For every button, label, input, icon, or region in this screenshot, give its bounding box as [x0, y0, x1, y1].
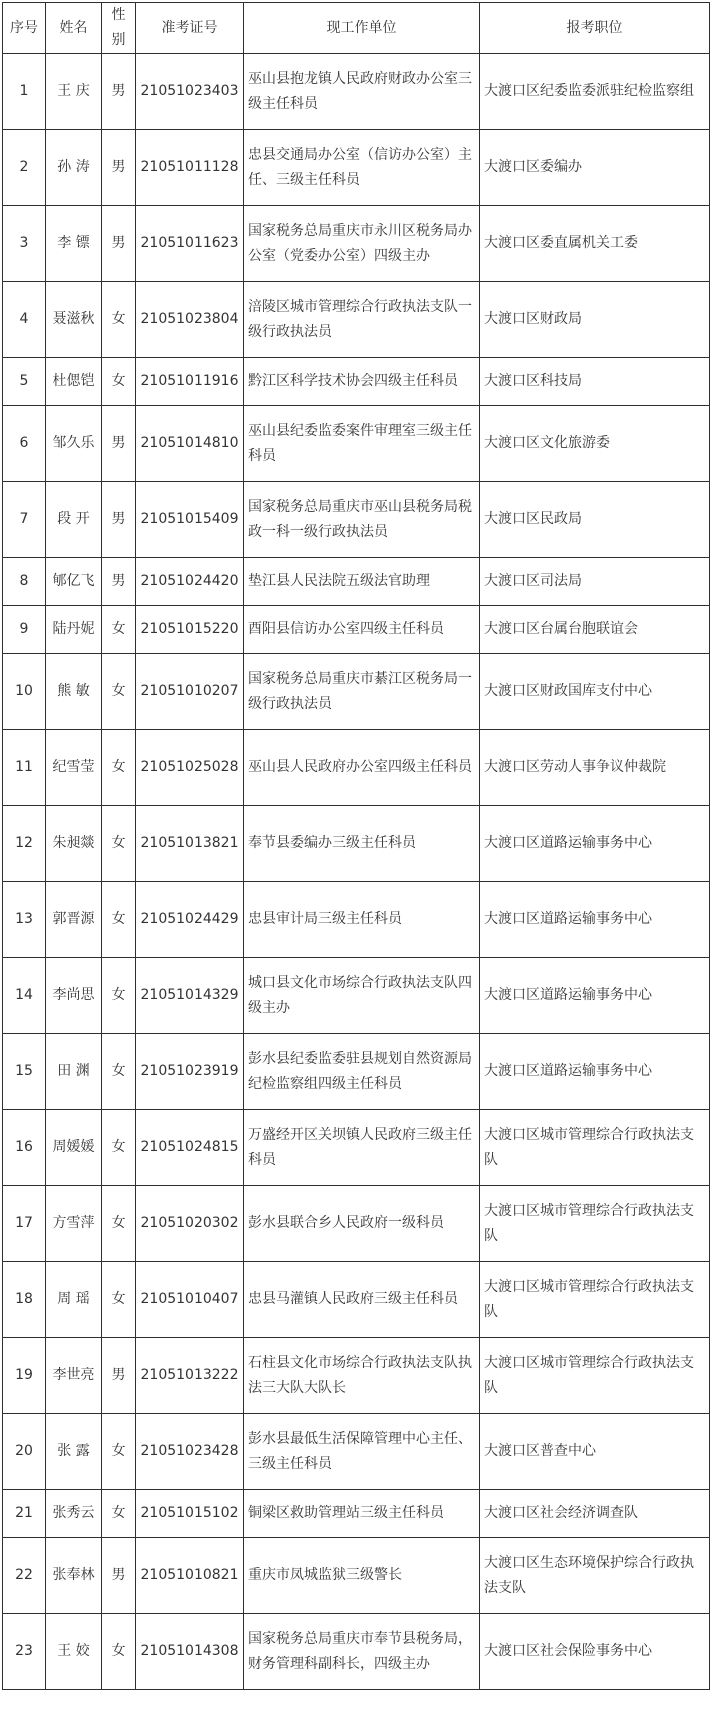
cell-exam-id: 21051010207 [136, 654, 244, 730]
cell-position: 大渡口区道路运输事务中心 [480, 1034, 710, 1110]
cell-unit: 黔江区科学技术协会四级主任科员 [244, 358, 480, 406]
cell-unit: 垫江县人民法院五级法官助理 [244, 558, 480, 606]
cell-gender: 女 [102, 1262, 136, 1338]
table-row [3, 358, 710, 406]
table-row [3, 1110, 710, 1186]
header-exam-id: 准考证号 [136, 3, 244, 54]
cell-name: 张秀云 [46, 1490, 102, 1538]
cell-exam-id: 21051020302 [136, 1186, 244, 1262]
cell-unit: 彭水县联合乡人民政府一级科员 [244, 1186, 480, 1262]
cell-exam-id: 21051023428 [136, 1414, 244, 1490]
table-row [3, 206, 710, 282]
cell-unit: 彭水县纪委监委驻县规划自然资源局纪检监察组四级主任科员 [244, 1034, 480, 1110]
cell-unit: 铜梁区救助管理站三级主任科员 [244, 1490, 480, 1538]
cell-name: 邹久乐 [46, 406, 102, 482]
table-row [3, 1538, 710, 1614]
header-no: 序号 [3, 3, 46, 54]
cell-no: 15 [3, 1034, 46, 1110]
cell-exam-id: 21051024420 [136, 558, 244, 606]
cell-name: 李世亮 [46, 1338, 102, 1414]
cell-exam-id: 21051014329 [136, 958, 244, 1034]
cell-position: 大渡口区道路运输事务中心 [480, 958, 710, 1034]
cell-no: 10 [3, 654, 46, 730]
cell-position: 大渡口区道路运输事务中心 [480, 882, 710, 958]
cell-exam-id: 21051015102 [136, 1490, 244, 1538]
header-name: 姓名 [46, 3, 102, 54]
cell-name: 郭晋源 [46, 882, 102, 958]
cell-no: 5 [3, 358, 46, 406]
cell-no: 4 [3, 282, 46, 358]
cell-exam-id: 21051010407 [136, 1262, 244, 1338]
cell-no: 6 [3, 406, 46, 482]
cell-gender: 女 [102, 654, 136, 730]
table-row [3, 558, 710, 606]
cell-exam-id: 21051013222 [136, 1338, 244, 1414]
cell-gender: 男 [102, 1538, 136, 1614]
cell-unit: 石柱县文化市场综合行政执法支队执法三大队大队长 [244, 1338, 480, 1414]
cell-exam-id: 21051024815 [136, 1110, 244, 1186]
cell-name: 周媛媛 [46, 1110, 102, 1186]
cell-gender: 男 [102, 54, 136, 130]
cell-no: 16 [3, 1110, 46, 1186]
cell-name: 王 姣 [46, 1614, 102, 1690]
cell-gender: 男 [102, 406, 136, 482]
cell-name: 李尚思 [46, 958, 102, 1034]
cell-name: 熊 敏 [46, 654, 102, 730]
cell-gender: 女 [102, 606, 136, 654]
table-row [3, 406, 710, 482]
cell-exam-id: 21051011128 [136, 130, 244, 206]
cell-name: 纪雪莹 [46, 730, 102, 806]
cell-unit: 彭水县最低生活保障管理中心主任、三级主任科员 [244, 1414, 480, 1490]
cell-unit: 奉节县委编办三级主任科员 [244, 806, 480, 882]
cell-no: 13 [3, 882, 46, 958]
table-row [3, 1614, 710, 1690]
cell-gender: 女 [102, 1414, 136, 1490]
cell-name: 张奉林 [46, 1538, 102, 1614]
cell-name: 郇亿飞 [46, 558, 102, 606]
cell-no: 1 [3, 54, 46, 130]
cell-name: 孙 涛 [46, 130, 102, 206]
table-row [3, 1414, 710, 1490]
table-row [3, 606, 710, 654]
cell-position: 大渡口区委编办 [480, 130, 710, 206]
cell-name: 王 庆 [46, 54, 102, 130]
table-row [3, 1186, 710, 1262]
candidate-table [2, 2, 710, 1690]
cell-gender: 女 [102, 730, 136, 806]
cell-gender: 女 [102, 882, 136, 958]
cell-unit: 重庆市凤城监狱三级警长 [244, 1538, 480, 1614]
cell-gender: 女 [102, 1490, 136, 1538]
cell-no: 9 [3, 606, 46, 654]
cell-unit: 涪陵区城市管理综合行政执法支队一级行政执法员 [244, 282, 480, 358]
cell-gender: 女 [102, 1614, 136, 1690]
cell-position: 大渡口区纪委监委派驻纪检监察组 [480, 54, 710, 130]
header-unit: 现工作单位 [244, 3, 480, 54]
cell-no: 22 [3, 1538, 46, 1614]
cell-name: 周 瑶 [46, 1262, 102, 1338]
cell-no: 20 [3, 1414, 46, 1490]
cell-gender: 女 [102, 806, 136, 882]
cell-name: 聂滋秋 [46, 282, 102, 358]
cell-exam-id: 21051010821 [136, 1538, 244, 1614]
cell-exam-id: 21051023804 [136, 282, 244, 358]
cell-no: 3 [3, 206, 46, 282]
table-row [3, 54, 710, 130]
cell-position: 大渡口区文化旅游委 [480, 406, 710, 482]
cell-position: 大渡口区城市管理综合行政执法支队 [480, 1338, 710, 1414]
table-row [3, 482, 710, 558]
cell-gender: 女 [102, 958, 136, 1034]
header-position: 报考职位 [480, 3, 710, 54]
cell-no: 17 [3, 1186, 46, 1262]
cell-position: 大渡口区城市管理综合行政执法支队 [480, 1262, 710, 1338]
cell-position: 大渡口区科技局 [480, 358, 710, 406]
cell-no: 12 [3, 806, 46, 882]
cell-position: 大渡口区财政国库支付中心 [480, 654, 710, 730]
cell-name: 张 露 [46, 1414, 102, 1490]
cell-exam-id: 21051015220 [136, 606, 244, 654]
cell-exam-id: 21051011623 [136, 206, 244, 282]
table-header-row [3, 3, 710, 54]
cell-position: 大渡口区委直属机关工委 [480, 206, 710, 282]
cell-gender: 女 [102, 1110, 136, 1186]
cell-exam-id: 21051024429 [136, 882, 244, 958]
cell-name: 朱昶燚 [46, 806, 102, 882]
cell-no: 7 [3, 482, 46, 558]
cell-position: 大渡口区社会经济调查队 [480, 1490, 710, 1538]
table-row [3, 1338, 710, 1414]
cell-gender: 女 [102, 282, 136, 358]
cell-position: 大渡口区普查中心 [480, 1414, 710, 1490]
table-row [3, 882, 710, 958]
cell-no: 14 [3, 958, 46, 1034]
cell-unit: 巫山县纪委监委案件审理室三级主任科员 [244, 406, 480, 482]
cell-name: 段 开 [46, 482, 102, 558]
cell-exam-id: 21051015409 [136, 482, 244, 558]
cell-position: 大渡口区司法局 [480, 558, 710, 606]
cell-position: 大渡口区生态环境保护综合行政执法支队 [480, 1538, 710, 1614]
cell-position: 大渡口区民政局 [480, 482, 710, 558]
cell-position: 大渡口区财政局 [480, 282, 710, 358]
table-row [3, 1262, 710, 1338]
cell-unit: 国家税务总局重庆市綦江区税务局一级行政执法员 [244, 654, 480, 730]
cell-no: 21 [3, 1490, 46, 1538]
cell-name: 陆丹妮 [46, 606, 102, 654]
cell-unit: 巫山县抱龙镇人民政府财政办公室三级主任科员 [244, 54, 480, 130]
cell-gender: 男 [102, 130, 136, 206]
cell-no: 2 [3, 130, 46, 206]
cell-position: 大渡口区城市管理综合行政执法支队 [480, 1186, 710, 1262]
cell-exam-id: 21051014810 [136, 406, 244, 482]
cell-unit: 酉阳县信访办公室四级主任科员 [244, 606, 480, 654]
table-row [3, 1034, 710, 1110]
table-row [3, 130, 710, 206]
cell-gender: 男 [102, 482, 136, 558]
cell-position: 大渡口区劳动人事争议仲裁院 [480, 730, 710, 806]
table-row [3, 806, 710, 882]
cell-exam-id: 21051014308 [136, 1614, 244, 1690]
cell-exam-id: 21051023403 [136, 54, 244, 130]
cell-exam-id: 21051013821 [136, 806, 244, 882]
table-row [3, 1490, 710, 1538]
cell-gender: 女 [102, 1186, 136, 1262]
cell-gender: 男 [102, 206, 136, 282]
cell-position: 大渡口区城市管理综合行政执法支队 [480, 1110, 710, 1186]
cell-gender: 男 [102, 1338, 136, 1414]
cell-gender: 女 [102, 1034, 136, 1110]
cell-position: 大渡口区道路运输事务中心 [480, 806, 710, 882]
cell-unit: 巫山县人民政府办公室四级主任科员 [244, 730, 480, 806]
cell-exam-id: 21051023919 [136, 1034, 244, 1110]
cell-unit: 城口县文化市场综合行政执法支队四级主办 [244, 958, 480, 1034]
cell-name: 杜偲铠 [46, 358, 102, 406]
cell-unit: 忠县马灌镇人民政府三级主任科员 [244, 1262, 480, 1338]
cell-no: 23 [3, 1614, 46, 1690]
cell-unit: 忠县审计局三级主任科员 [244, 882, 480, 958]
cell-unit: 忠县交通局办公室（信访办公室）主任、三级主任科员 [244, 130, 480, 206]
cell-exam-id: 21051011916 [136, 358, 244, 406]
cell-no: 18 [3, 1262, 46, 1338]
cell-name: 李 镖 [46, 206, 102, 282]
cell-name: 方雪萍 [46, 1186, 102, 1262]
cell-name: 田 渊 [46, 1034, 102, 1110]
table-row [3, 282, 710, 358]
cell-gender: 女 [102, 358, 136, 406]
cell-position: 大渡口区社会保险事务中心 [480, 1614, 710, 1690]
cell-unit: 国家税务总局重庆市巫山县税务局税政一科一级行政执法员 [244, 482, 480, 558]
cell-position: 大渡口区台属台胞联谊会 [480, 606, 710, 654]
cell-exam-id: 21051025028 [136, 730, 244, 806]
cell-gender: 男 [102, 558, 136, 606]
table-row [3, 730, 710, 806]
cell-unit: 国家税务总局重庆市奉节县税务局，财务管理科副科长，四级主办 [244, 1614, 480, 1690]
table-row [3, 654, 710, 730]
cell-unit: 万盛经开区关坝镇人民政府三级主任科员 [244, 1110, 480, 1186]
cell-no: 19 [3, 1338, 46, 1414]
cell-no: 11 [3, 730, 46, 806]
header-gender: 性别 [102, 3, 136, 54]
cell-no: 8 [3, 558, 46, 606]
cell-unit: 国家税务总局重庆市永川区税务局办公室（党委办公室）四级主办 [244, 206, 480, 282]
table-row [3, 958, 710, 1034]
